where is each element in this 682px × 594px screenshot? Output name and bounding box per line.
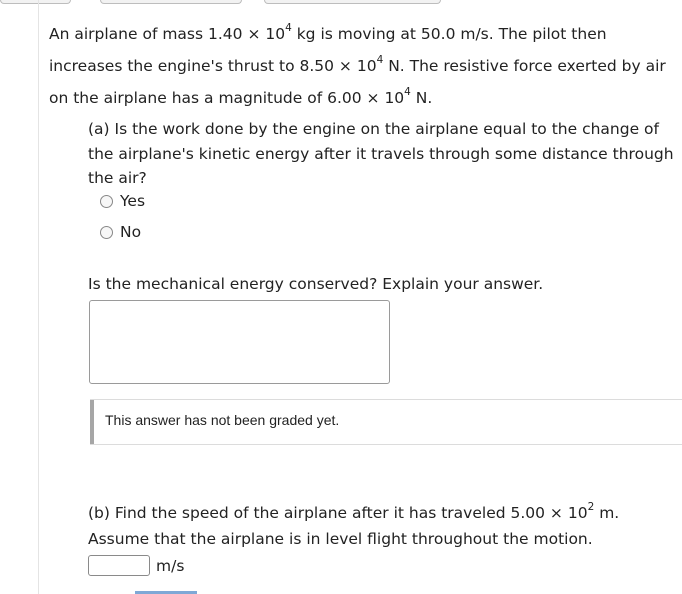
- tab-edge-right: [264, 0, 441, 4]
- radio-no-option[interactable]: [100, 223, 141, 241]
- problem-statement: An airplane of mass $1.40 \times 10^4$ kg is moving at 50.0 m/s. The pilot then increases the engine's thrust to $8.50 \times 10^4$ N. The resistive force exerted by air on the airplane has a magnitude of $6.00 \times 10^4$ N.: [49, 21, 666, 107]
- radio-button-yes[interactable]: [100, 195, 113, 208]
- tab-edge-middle: [100, 0, 242, 4]
- part-b-question: (b) Find the speed of the airplane after it has traveled $5.00 \times 10^2$ m. Assume that the airplane is in level flight throughout the motion.: [88, 500, 620, 548]
- explain-question: Is the mechanical energy conserved? Explain your answer.: [88, 275, 544, 293]
- part-a-question: (a) Is the work done by the engine on the airplane equal to the change of the airplane's kinetic energy after it travels through some distance through the air?: [88, 120, 674, 187]
- radio-yes-option[interactable]: [100, 192, 145, 210]
- radio-yes-label: Yes: [120, 192, 146, 210]
- grading-status-box: [90, 399, 682, 445]
- explanation-textarea[interactable]: [89, 300, 390, 384]
- left-divider: [38, 0, 39, 594]
- grading-status-bar: [90, 400, 94, 444]
- speed-unit-label: m/s: [156, 556, 185, 575]
- speed-answer-row: [88, 555, 184, 576]
- radio-button-no[interactable]: [100, 226, 113, 239]
- radio-no-label: No: [120, 223, 142, 241]
- tab-edge-left: [0, 0, 71, 4]
- speed-answer-input[interactable]: [88, 555, 150, 576]
- grading-status-text: This answer has not been graded yet.: [105, 412, 340, 428]
